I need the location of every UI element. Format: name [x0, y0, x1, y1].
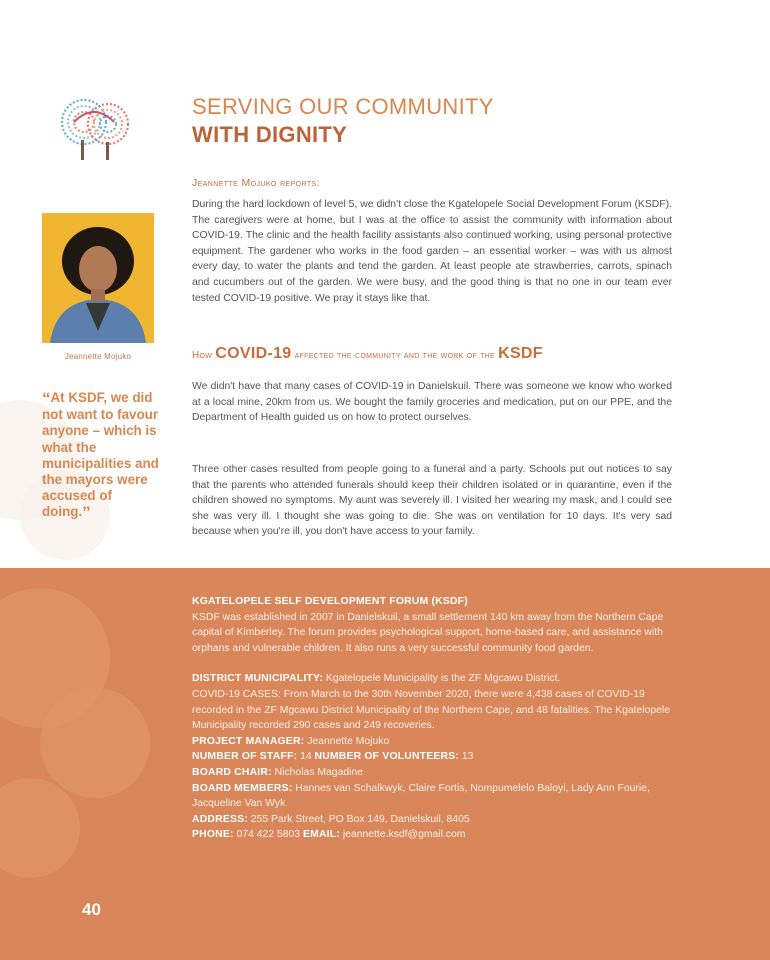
- board-members-value: Hannes van Schalkwyk, Claire Fortis, Nompumelelo Baloyi, Lady Ann Fourie, Jacqueline Van Wyk: [192, 782, 650, 810]
- article-paragraph-2: We didn't have that many cases of COVID-19 in Danielskuil. There was someone we know who worked at a local mine, 20km from us. We bought the family groceries and medication, put on our PPE, and the Department of Health guided us on how to protect ourselves.: [192, 381, 672, 424]
- subhead-ksdf: KSDF: [498, 345, 543, 362]
- article-paragraph-1: During the hard lockdown of level 5, we didn't close the Kgatelopele Social Development Forum (KSDF). The caregivers were at home, but I was at the office to assist the community with information about COVID-19. The clinic and the health facility assistants also continued working, using personal protective equipment. The gardener who works in the food garden – an essential worker – was with us almost every day, to water the plants and tend the garden. At least people ate strawberries, carrots, spinach and cucumbers out of the garden. We were busy, and the good thing is that no one in our team ever tested COVID-19 positive. We pray it stays like that.: [192, 199, 672, 304]
- organisation-logo: [54, 92, 136, 164]
- subhead-prefix: How: [192, 350, 213, 361]
- volunteers-value: 13: [461, 751, 474, 763]
- covid-cases-text: COVID-19 CASES: From March to the 30th November 2020, there were 4,438 cases of COVID-19 recorded in the ZF Mgcawu District Municipality of the Northern Cape, and 48 fatalities. The Kgatelopele Municipality recorded 290 cases and 249 recoveries.: [192, 688, 671, 732]
- manager-label: PROJECT MANAGER:: [192, 735, 305, 747]
- staff-value: 14: [300, 751, 312, 763]
- org-heading: KGATELOPELE SELF DEVELOPMENT FORUM (KSDF): [192, 596, 468, 607]
- volunteers-label: NUMBER OF VOLUNTEERS:: [314, 751, 459, 763]
- byline: Jeannette Mojuko reports:: [192, 177, 320, 189]
- phone-label: PHONE:: [192, 829, 234, 841]
- article-paragraph-3: Three other cases resulted from people going to a funeral and a party. Schools put out notices to say that the parents who attended funerals should keep their children isolated or in quarantine, even if the children showed no symptoms. My aunt was severely ill. I visited her wearing my mask, and I could see she was very ill. I thought she was going to die. She was on ventilation for 10 days. It's very sad because when you're ill, you don't have access to your family.: [192, 464, 672, 538]
- decorative-circle: [0, 778, 80, 878]
- pull-quote: [42, 390, 160, 522]
- page-number: 40: [82, 900, 101, 919]
- info-panel: [0, 568, 770, 960]
- board-members-label: BOARD MEMBERS:: [192, 782, 293, 794]
- close-quote-icon: ”: [82, 503, 91, 523]
- subhead-covid: COVID-19: [215, 345, 292, 362]
- open-quote-icon: “: [42, 389, 51, 408]
- address-value: 255 Park Street, PO Box 149, Danielskuil, 8405: [250, 813, 470, 825]
- subhead-suffix: affected the community and the work of the: [294, 350, 496, 361]
- board-chair-value: Nicholas Magadine: [274, 766, 364, 778]
- page-title-line-1: SERVING OUR COMMUNITY: [192, 94, 494, 119]
- page-title-line-2: WITH DIGNITY: [192, 122, 348, 147]
- info-panel-text: [192, 594, 672, 843]
- staff-label: NUMBER OF STAFF:: [192, 751, 298, 763]
- decorative-circle: [40, 688, 150, 798]
- address-label: ADDRESS:: [192, 813, 248, 825]
- portrait-photo: [42, 213, 154, 343]
- district-value: Kgatelopele Municipality is the ZF Mgcawu District.: [325, 673, 561, 685]
- phone-value: 074 422 5803: [236, 829, 301, 841]
- email-label: EMAIL:: [302, 829, 340, 841]
- section-subheading: [192, 345, 682, 363]
- org-description: KSDF was established in 2007 in Danielskuil, a small settlement 140 km away from the Northern Cape capital of Kimberley. The forum provides psychological support, home-based care, and assistance with orphans and vulnerable children. It also runs a very successful community food garden.: [192, 611, 664, 654]
- pull-quote-text: At KSDF, we did not want to favour anyone – which is what the municipalities and the mayors were accused of doing.: [42, 390, 159, 520]
- board-chair-label: BOARD CHAIR:: [192, 766, 272, 778]
- district-label: DISTRICT MUNICIPALITY:: [192, 673, 323, 685]
- manager-value: Jeannette Mojuko: [307, 735, 390, 747]
- photo-caption: Jeannette Mojuko: [64, 352, 132, 361]
- email-value: jeannette.ksdf@gmail.com: [342, 829, 466, 841]
